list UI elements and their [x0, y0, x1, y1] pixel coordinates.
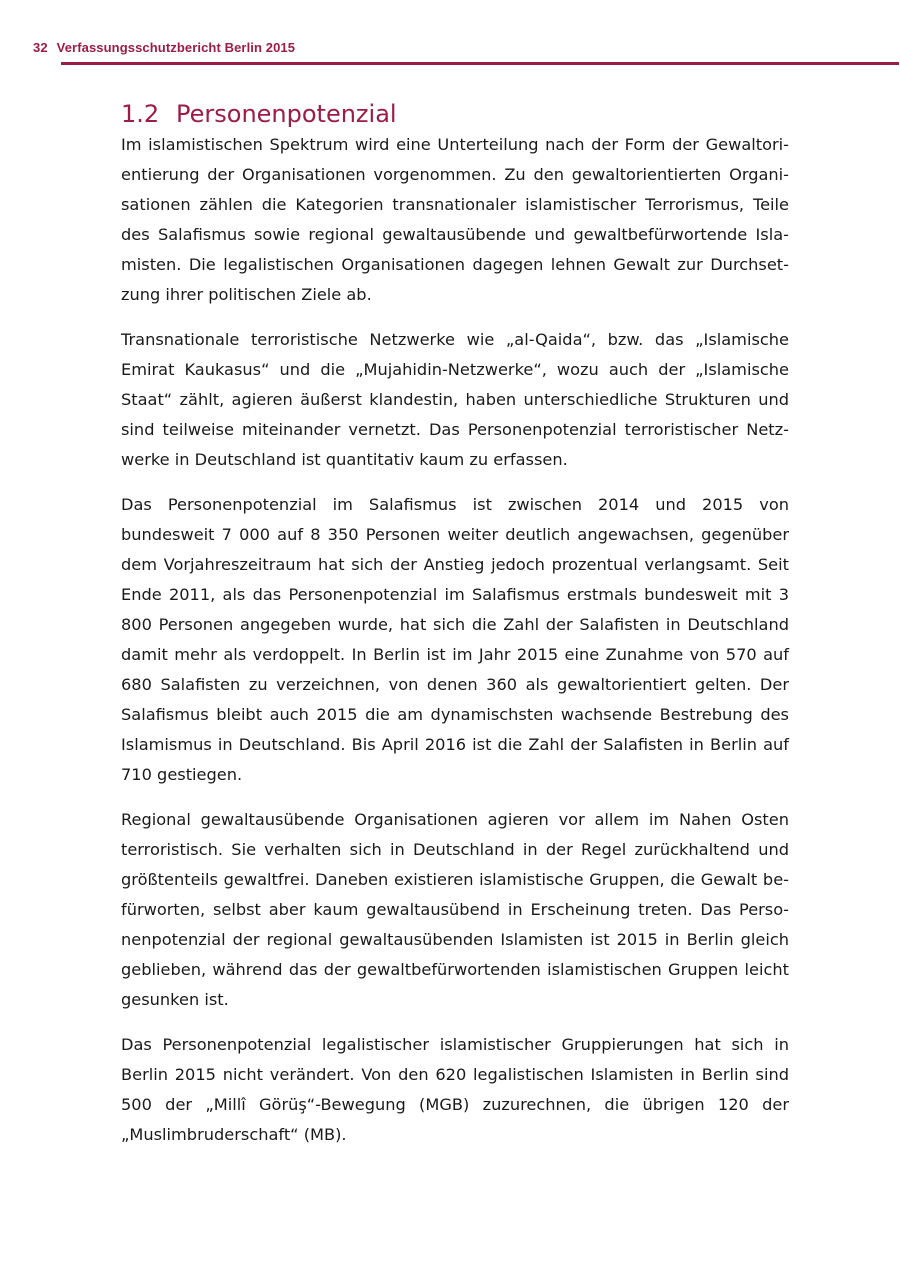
paragraph-organisation-types: Im islamistischen Spektrum wird eine Unterteilung nach der Form der Gewaltorientierung der Organisationen vorgenommen. Zu den gewaltorientierten Organisationen zählen die Kategorien transnationaler islamistischer Terrorismus, Teile des Salafismus sowie regional gewaltausübende und gewaltbefürwortende Islamisten. Die legalistischen Organisationen dagegen lehnen Gewalt zur Durchsetzung ihrer politischen Ziele ab.: [121, 135, 789, 304]
running-title: Verfassungsschutzbericht Berlin 2015: [56, 40, 296, 55]
header-rule: [61, 62, 899, 65]
section-number: 1.2: [121, 100, 160, 128]
section-heading: [121, 98, 789, 130]
page-body: [121, 98, 789, 1150]
paragraph-terror-networks: Transnationale terroristische Netzwerke wie „al-Qaida“, bzw. das „Islamische Emirat Kaukasus“ und die „Mujahidin-Netzwerke“, wozu auch der „Islamische Staat“ zählt, agieren äußerst klandestin, haben unterschiedliche Strukturen und sind teilweise miteinander vernetzt. Das Personenpotenzial terroristischer Netzwerke in Deutschland ist quantitativ kaum zu erfassen.: [121, 330, 789, 469]
page-number: 32: [33, 40, 48, 55]
section-title: Personenpotenzial: [176, 100, 397, 128]
paragraph-legalistic-groups: Das Personenpotenzial legalistischer islamistischer Gruppierungen hat sich in Berlin 2015 nicht verändert. Von den 620 legalistischen Islamisten in Berlin sind 500 der „Millî Görüş“-Bewegung (MGB) zuzurechnen, die übrigen 120 der „Muslimbruderschaft“ (MB).: [121, 1035, 789, 1144]
running-header: [33, 40, 295, 55]
paragraph-regional-organisations: Regional gewaltausübende Organisationen agieren vor allem im Nahen Osten terroristisch. Sie verhalten sich in Deutschland in der Regel zurückhaltend und größtenteils gewaltfrei. Daneben existieren islamistische Gruppen, die Gewalt befürworten, selbst aber kaum gewaltausübend in Erscheinung treten. Das Personenpotenzial der regional gewaltausübenden Islamisten ist 2015 in Berlin gleich geblieben, während das der gewaltbefürwortenden islamistischen Gruppen leicht gesunken ist.: [121, 810, 789, 1009]
paragraph-salafism: Das Personenpotenzial im Salafismus ist zwischen 2014 und 2015 von bundesweit 7 000 auf 8 350 Personen weiter deutlich angewachsen, gegenüber dem Vorjahreszeitraum hat sich der Anstieg jedoch prozentual verlangsamt. Seit Ende 2011, als das Personenpotenzial im Salafismus erstmals bundesweit mit 3 800 Personen angegeben wurde, hat sich die Zahl der Salafisten in Deutschland damit mehr als verdoppelt. In Berlin ist im Jahr 2015 eine Zunahme von 570 auf 680 Salafisten zu verzeichnen, von denen 360 als gewaltorientiert gelten. Der Salafismus bleibt auch 2015 die am dynamischsten wachsende Bestrebung des Islamismus in Deutschland. Bis April 2016 ist die Zahl der Salafisten in Berlin auf 710 gestiegen.: [121, 495, 789, 784]
